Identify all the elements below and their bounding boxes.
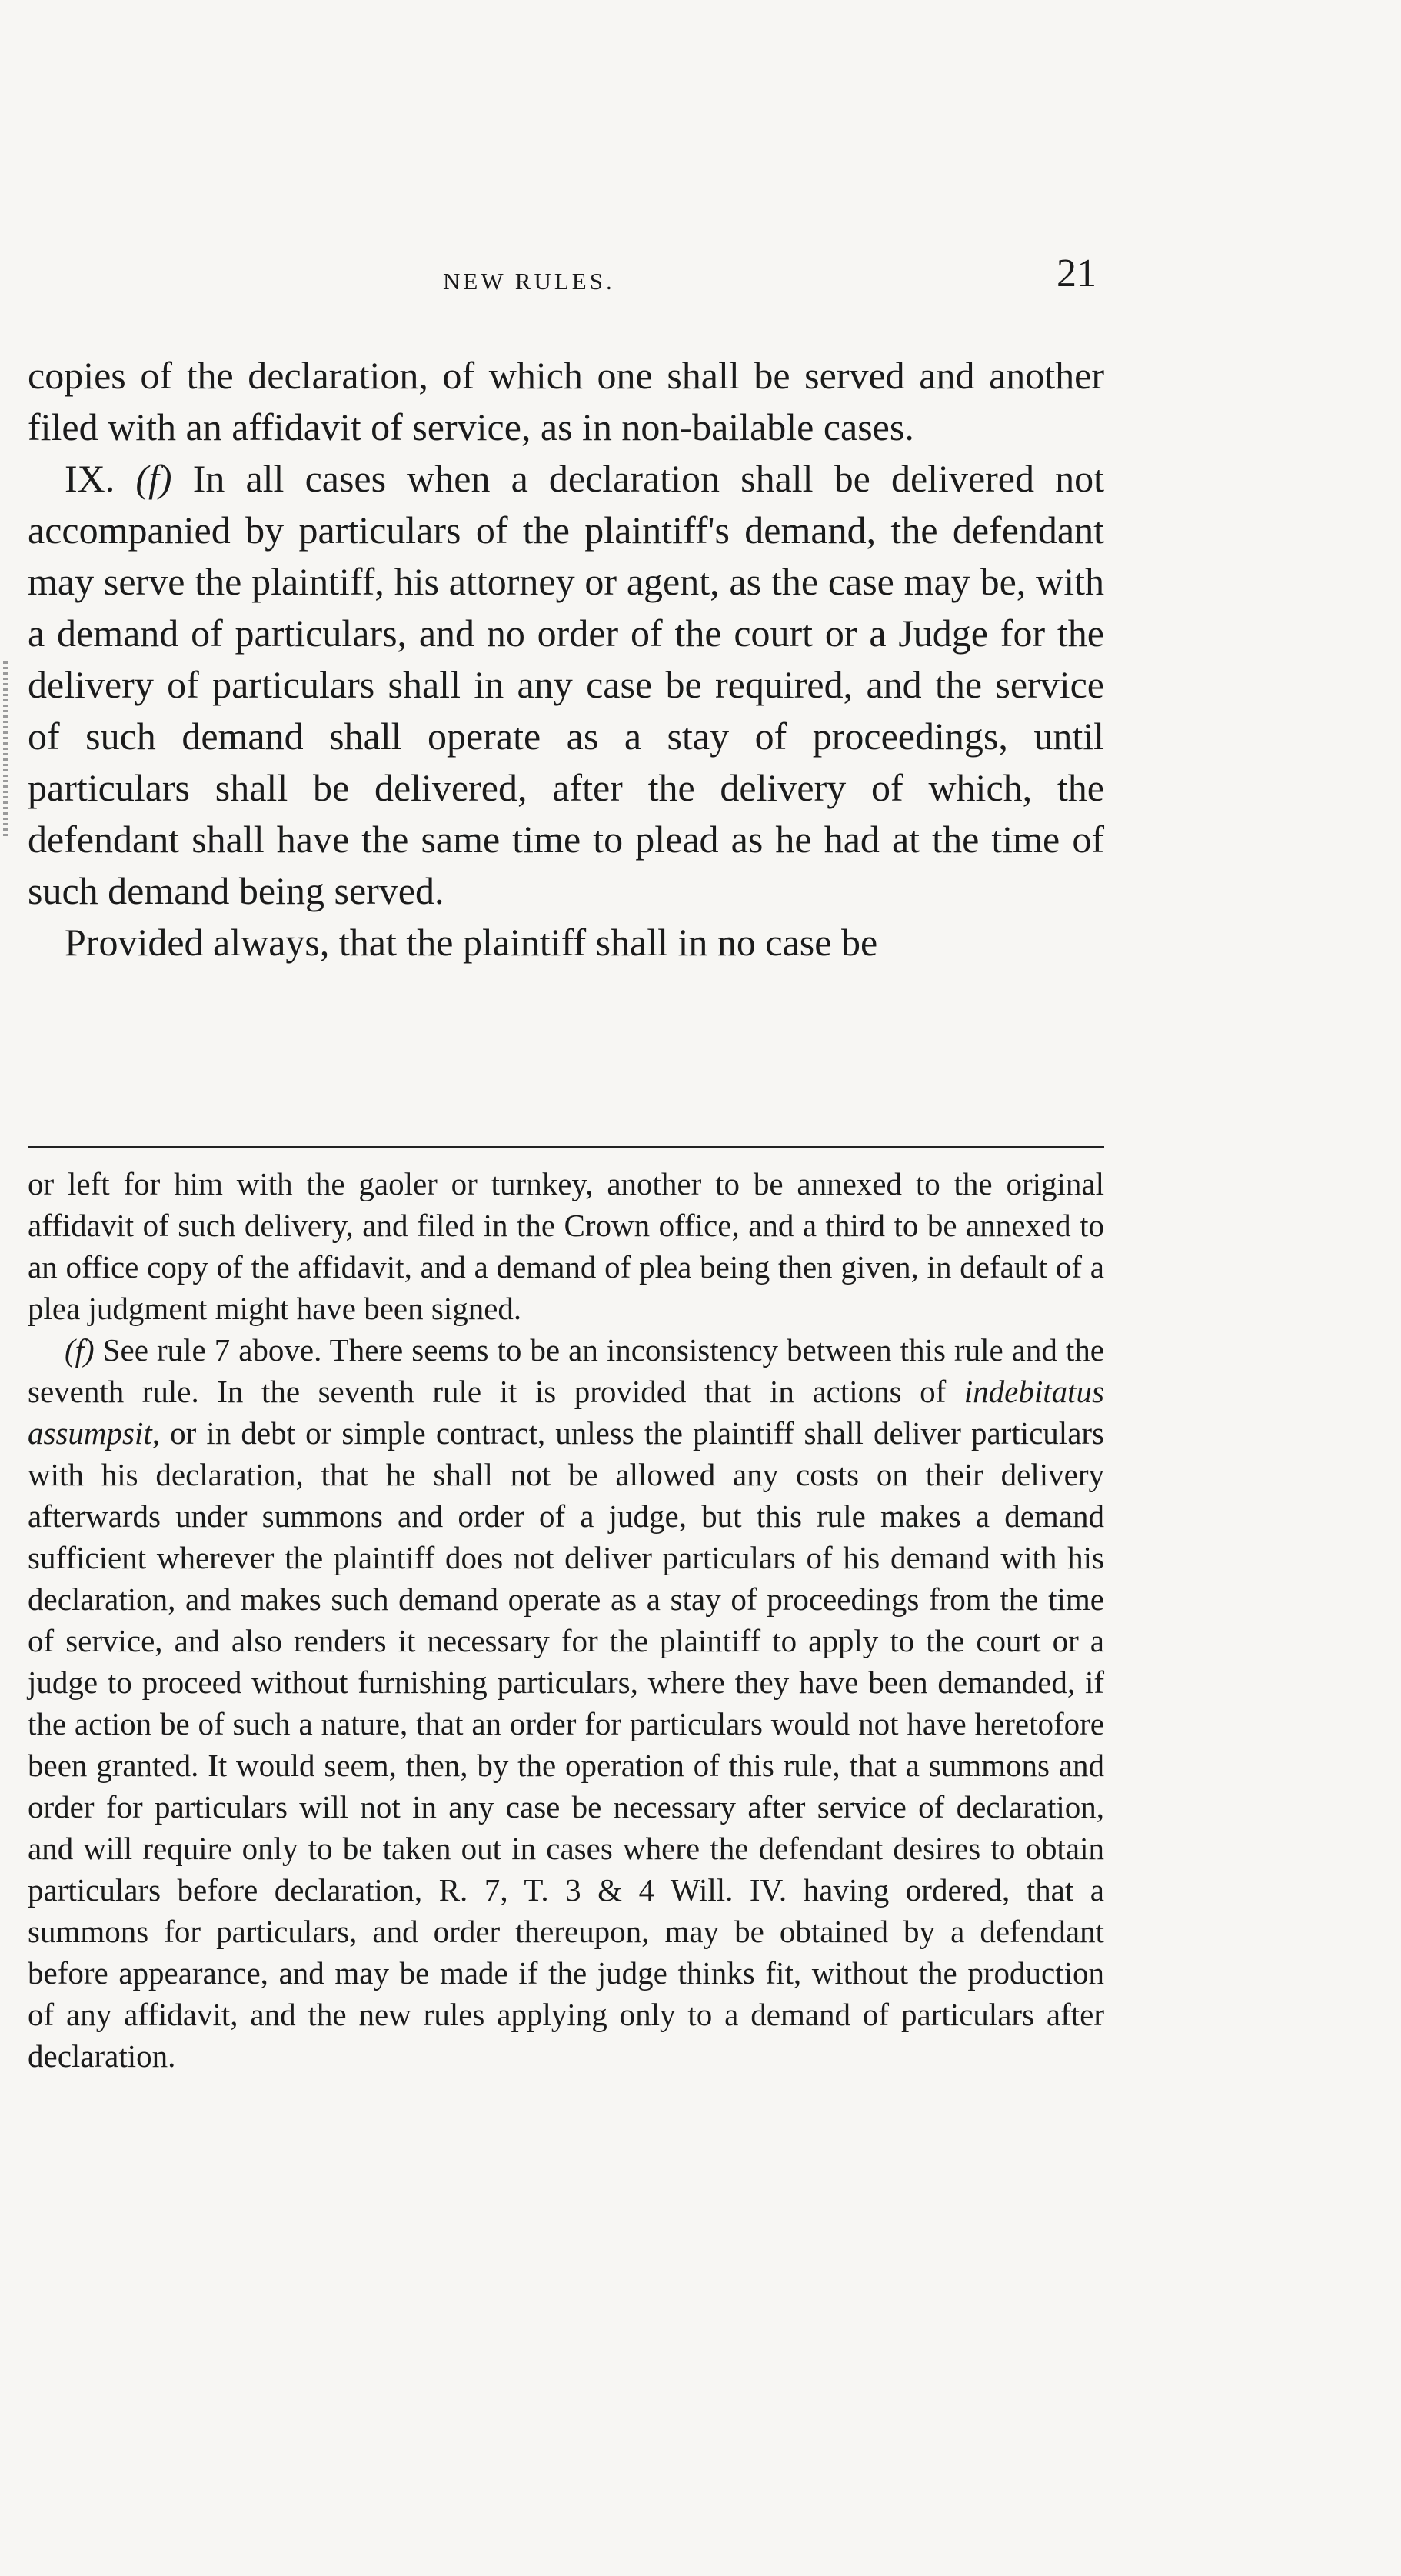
footnotes xyxy=(28,1163,1104,2077)
main-paragraph-3: Provided always, that the plaintiff shall in no case be xyxy=(65,921,878,964)
footnote-paragraph-2 xyxy=(28,1329,1104,2077)
footnote-paragraph-1: or left for him with the gaoler or turnkey, another to be annexed to the original affidavit of such delivery, and filed in the Crown office, and a third to be annexed to an office copy of the affidavit, and a demand of plea being then given, in default of a plea judgment might have been signed. xyxy=(28,1166,1104,1326)
margin-mark xyxy=(3,661,8,838)
footnote-text-2: or in debt or simple contract, unless the plaintiff shall deliver particulars with his declaration, that he shall not be allowed any costs on their delivery afterwards under summons and order of a judge, but this rule makes a demand sufficient wherever the plaintiff does not deliver particulars of his demand with his declaration, and makes such demand operate as a stay of proceedings from the time of service, and also renders it necessary for the plaintiff to apply to the court or a judge to proceed without furnishing particulars, where they have been demanded, if the action be of such a nature, that an order for particulars would not have heretofore been granted. It would seem, then, by the operation of this rule, that a summons and order for particulars will not in any case be necessary after service of declaration, and will require only to be taken out in cases where the defendant desires to obtain particulars before declaration, R. 7, T. 3 & 4 Will. IV. having ordered, that a summons for particulars, and order thereupon, may be obtained by a defendant before appearance, and may be made if the judge thinks fit, without the production of any affidavit, and the new rules applying only to a demand of particulars after declaration. xyxy=(28,1415,1104,2074)
footnote-divider xyxy=(28,1146,1104,1148)
footnote-ref: (f) xyxy=(135,457,172,500)
page-number: 21 xyxy=(1057,252,1097,295)
main-paragraph-1: copies of the declaration, of which one shall be served and another filed with an affidavit of service, as in non-bailable cases. xyxy=(28,354,1104,448)
rule-text: In all cases when a declaration shall be delivered not accompanied by particulars of the plaintiff's demand, the defendant may serve the plaintiff, his attorney or agent, as the case may be, with a demand of particulars, and no order of the court or a Judge for the delivery of particulars shall in any case be required, and the service of such demand shall operate as a stay of proceedings, until particulars shall be delivered, after the delivery of which, the defendant shall have the same time to plead as he had at the time of such demand being served. xyxy=(28,457,1104,912)
footnote-marker: (f) xyxy=(65,1332,95,1368)
footnote-italic-term: indebitatus assumpsit, xyxy=(28,1374,1104,1451)
main-text xyxy=(28,350,1104,968)
main-paragraph-2 xyxy=(28,453,1104,917)
page-header xyxy=(28,251,1104,312)
running-head: NEW RULES. xyxy=(443,268,615,295)
rule-number: IX. xyxy=(65,457,115,500)
footnote-text-1: See rule 7 above. There seems to be an inconsistency between this rule and the seventh rule. In the seventh rule it is provided that in actions of xyxy=(28,1332,1104,1409)
